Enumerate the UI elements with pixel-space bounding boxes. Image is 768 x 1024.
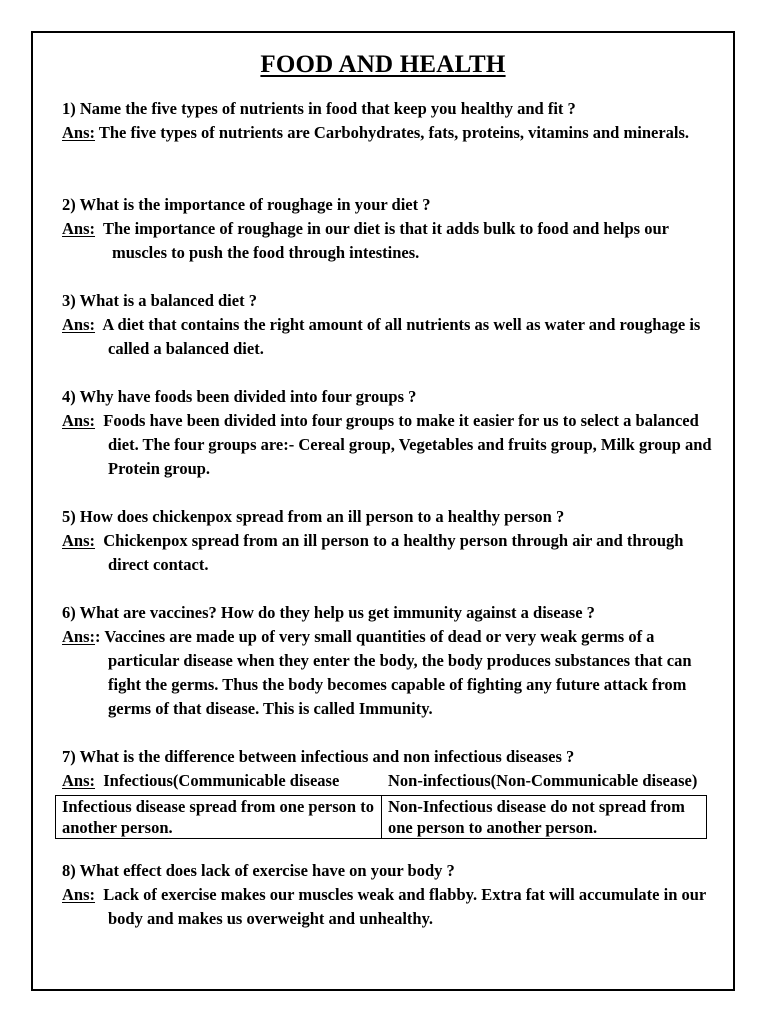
answer-label: Ans: <box>62 411 96 430</box>
answer-5-text: Chickenpox spread from an ill person to a healthy person through air and through direct contact. <box>103 531 684 574</box>
question-3: 3) What is a balanced diet ? <box>62 291 257 310</box>
question-2: 2) What is the importance of roughage in your diet ? <box>62 195 431 214</box>
answer-7-headers <box>62 769 725 793</box>
answer-2 <box>62 217 725 265</box>
answer-6 <box>62 625 725 721</box>
answer-label: Ans: <box>62 885 96 904</box>
answer-8 <box>62 883 725 931</box>
qa-item-6 <box>62 601 725 721</box>
answer-3-text: A diet that contains the right amount of all nutrients as well as water and roughage is called a balanced diet. <box>102 315 701 358</box>
answer-label: Ans: <box>62 219 96 238</box>
question-6: 6) What are vaccines? How do they help us get immunity against a disease ? <box>62 603 595 622</box>
answer-4 <box>62 409 725 481</box>
non-infectious-cell: Non-Infectious disease do not spread from one person to another person. <box>382 796 707 839</box>
question-7: 7) What is the difference between infectious and non infectious diseases ? <box>62 747 575 766</box>
non-infectious-header: Non-infectious(Non-Communicable disease) <box>388 771 698 790</box>
answer-3 <box>62 313 725 361</box>
answer-label: Ans: <box>62 627 96 646</box>
answer-label: Ans: <box>62 771 96 790</box>
qa-item-3 <box>62 289 725 361</box>
page-title: FOOD AND HEALTH <box>260 51 506 78</box>
answer-4-text: Foods have been divided into four groups to make it easier for us to select a balanced diet. The four groups are:- Cereal group, Vegetables and fruits group, Milk group and Protein group. <box>103 411 712 478</box>
infectious-cell: Infectious disease spread from one person to another person. <box>56 796 382 839</box>
answer-1 <box>62 121 725 145</box>
qa-item-8 <box>62 859 725 931</box>
answer-label: Ans: <box>62 315 96 334</box>
qa-item-5 <box>62 505 725 577</box>
answer-8-text: Lack of exercise makes our muscles weak and flabby. Extra fat will accumulate in our body and makes us overweight and unhealthy. <box>103 885 706 928</box>
infectious-header: Infectious(Communicable disease <box>103 771 340 790</box>
qa-item-7 <box>62 745 725 839</box>
answer-1-text: The five types of nutrients are Carbohydrates, fats, proteins, vitamins and minerals. <box>98 123 690 142</box>
answer-label: Ans: <box>62 123 96 142</box>
document-page <box>31 31 735 991</box>
answer-6-text: : Vaccines are made up of very small quantities of dead or very weak germs of a particular disease when they enter the body, the body produces substances that can fight the germs. Thus the body becomes capable of fighting any future attack from germs of that disease. This is called Immunity. <box>95 627 692 718</box>
comparison-table <box>55 795 707 839</box>
question-5: 5) How does chickenpox spread from an ill person to a healthy person ? <box>62 507 565 526</box>
answer-label: Ans: <box>62 531 96 550</box>
qa-item-4 <box>62 385 725 481</box>
answer-2-text: The importance of roughage in our diet is that it adds bulk to food and helps our muscles to push the food through intestines. <box>102 219 669 262</box>
qa-item-2 <box>62 193 725 265</box>
qa-item-1 <box>62 97 725 145</box>
table-row <box>56 796 707 839</box>
answer-5 <box>62 529 725 577</box>
question-1: 1) Name the five types of nutrients in food that keep you healthy and fit ? <box>62 99 576 118</box>
question-8: 8) What effect does lack of exercise have on your body ? <box>62 861 455 880</box>
question-4: 4) Why have foods been divided into four groups ? <box>62 387 417 406</box>
